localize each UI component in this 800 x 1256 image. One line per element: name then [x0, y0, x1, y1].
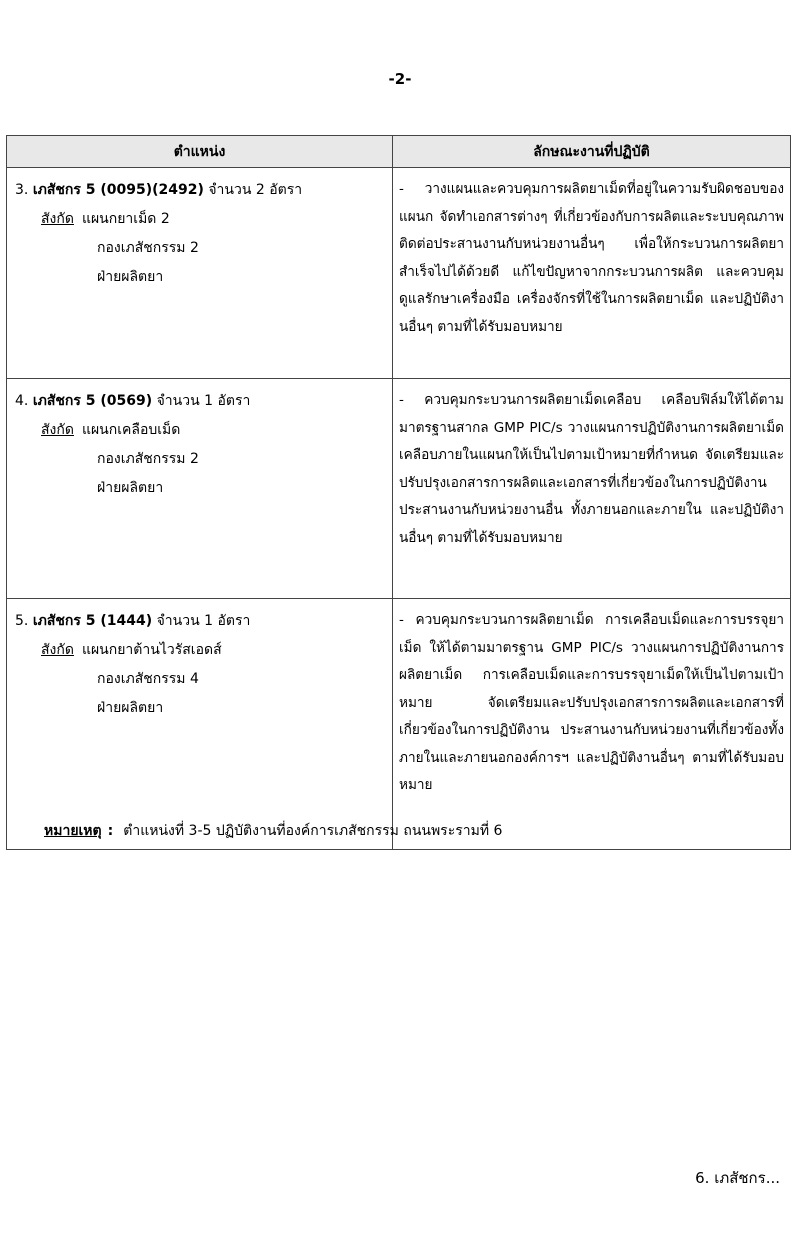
position-title: เภสัชกร 5 (0095)(2492) [32, 182, 204, 198]
table-row [7, 599, 791, 850]
affiliation-line [15, 416, 386, 445]
position-count: จำนวน 1 อัตรา [156, 393, 251, 409]
position-count: จำนวน 2 อัตรา [208, 182, 303, 198]
department-name: ฝ่ายผลิตยา [97, 269, 164, 285]
footnote-colon: : [107, 823, 114, 839]
footnote-text: ตำแหน่งที่ 3-5 ปฏิบัติงานที่องค์การเภสัชกรรม ถนนพระรามที่ 6 [123, 823, 503, 839]
position-cell [7, 599, 393, 850]
position-title: เภสัชกร 5 (0569) [32, 393, 153, 409]
position-cell [7, 168, 393, 379]
position-title: เภสัชกร 5 (1444) [32, 613, 153, 629]
header-job-description: ลักษณะงานที่ปฏิบัติ [393, 136, 791, 168]
unit-name: แผนกยาเม็ด 2 [81, 211, 170, 227]
department-name: ฝ่ายผลิตยา [97, 700, 164, 716]
position-number: 5. [15, 613, 29, 629]
position-count: จำนวน 1 อัตรา [156, 613, 251, 629]
division-name: กองเภสัชกรรม 2 [97, 240, 199, 256]
position-title-line [15, 176, 386, 205]
department-name: ฝ่ายผลิตยา [97, 480, 164, 496]
unit-name: แผนกเคลือบเม็ด [81, 422, 181, 438]
table-row [7, 379, 791, 599]
table-header-row [7, 136, 791, 168]
position-number: 3. [15, 182, 29, 198]
footnote-label: หมายเหตุ [44, 823, 102, 839]
job-description: - ควบคุมกระบวนการผลิตยาเม็ด การเคลือบเม็ดและการบรรจุยาเม็ด ให้ได้ตามมาตรฐาน GMP PIC/s วางแผนการปฏิบัติงานการผลิตยาเม็ด การเคลือบเม็ดและการบรรจุยาเม็ดให้เป็นไปตามเป้าหมาย จัดเตรียมและปรับปรุงเอกสารการผลิตและเอกสารที่เกี่ยวข้องในการปฏิบัติงาน ประสานงานกับหน่วยงานที่เกี่ยวข้องทั้งภายในและภายนอกองค์การฯ และปฏิบัติงานอื่นๆ ตามที่ได้รับมอบหมาย [393, 599, 791, 850]
positions-table [6, 135, 791, 850]
affiliation-line [15, 205, 386, 234]
header-position: ตำแหน่ง [7, 136, 393, 168]
job-description: - ควบคุมกระบวนการผลิตยาเม็ดเคลือบ เคลือบฟิล์มให้ได้ตามมาตรฐานสากล GMP PIC/s วางแผนการปฏิบัติงานการผลิตยาเม็ดเคลือบภายในแผนกให้เป็นไปตามเป้าหมายที่กำหนด จัดเตรียมและปรับปรุงเอกสารการผลิตและเอกสารที่เกี่ยวข้องในการปฏิบัติงาน ประสานงานกับหน่วยงานอื่น ทั้งภายนอกและภายใน และปฏิบัติงานอื่นๆ ตามที่ได้รับมอบหมาย [393, 379, 791, 599]
job-description: - วางแผนและควบคุมการผลิตยาเม็ดที่อยู่ในความรับผิดชอบของแผนก จัดทำเอกสารต่างๆ ที่เกี่ยวข้องกับการผลิตและระบบคุณภาพ ติดต่อประสานงานกับหน่วยงานอื่นๆ เพื่อให้กระบวนการผลิตยาสำเร็จไปได้ด้วยดี แก้ไขปัญหาจากกระบวนการผลิต และควบคุมดูแลรักษาเครื่องมือ เครื่องจักรที่ใช้ในการผลิตยาเม็ด และปฏิบัติงานอื่นๆ ตามที่ได้รับมอบหมาย [393, 168, 791, 379]
footnote [44, 820, 502, 842]
position-number: 4. [15, 393, 29, 409]
position-cell [7, 379, 393, 599]
division-name: กองเภสัชกรรม 2 [97, 451, 199, 467]
affiliation-line [15, 636, 386, 665]
affiliation-label: สังกัด [41, 211, 74, 227]
position-title-line [15, 607, 386, 636]
table-row [7, 168, 791, 379]
affiliation-label: สังกัด [41, 642, 74, 658]
unit-name: แผนกยาต้านไวรัสเอดส์ [81, 642, 222, 658]
position-title-line [15, 387, 386, 416]
division-name: กองเภสัชกรรม 4 [97, 671, 199, 687]
page-number: -2- [388, 70, 412, 88]
continuation-text: 6. เภสัชกร... [695, 1169, 780, 1187]
affiliation-label: สังกัด [41, 422, 74, 438]
